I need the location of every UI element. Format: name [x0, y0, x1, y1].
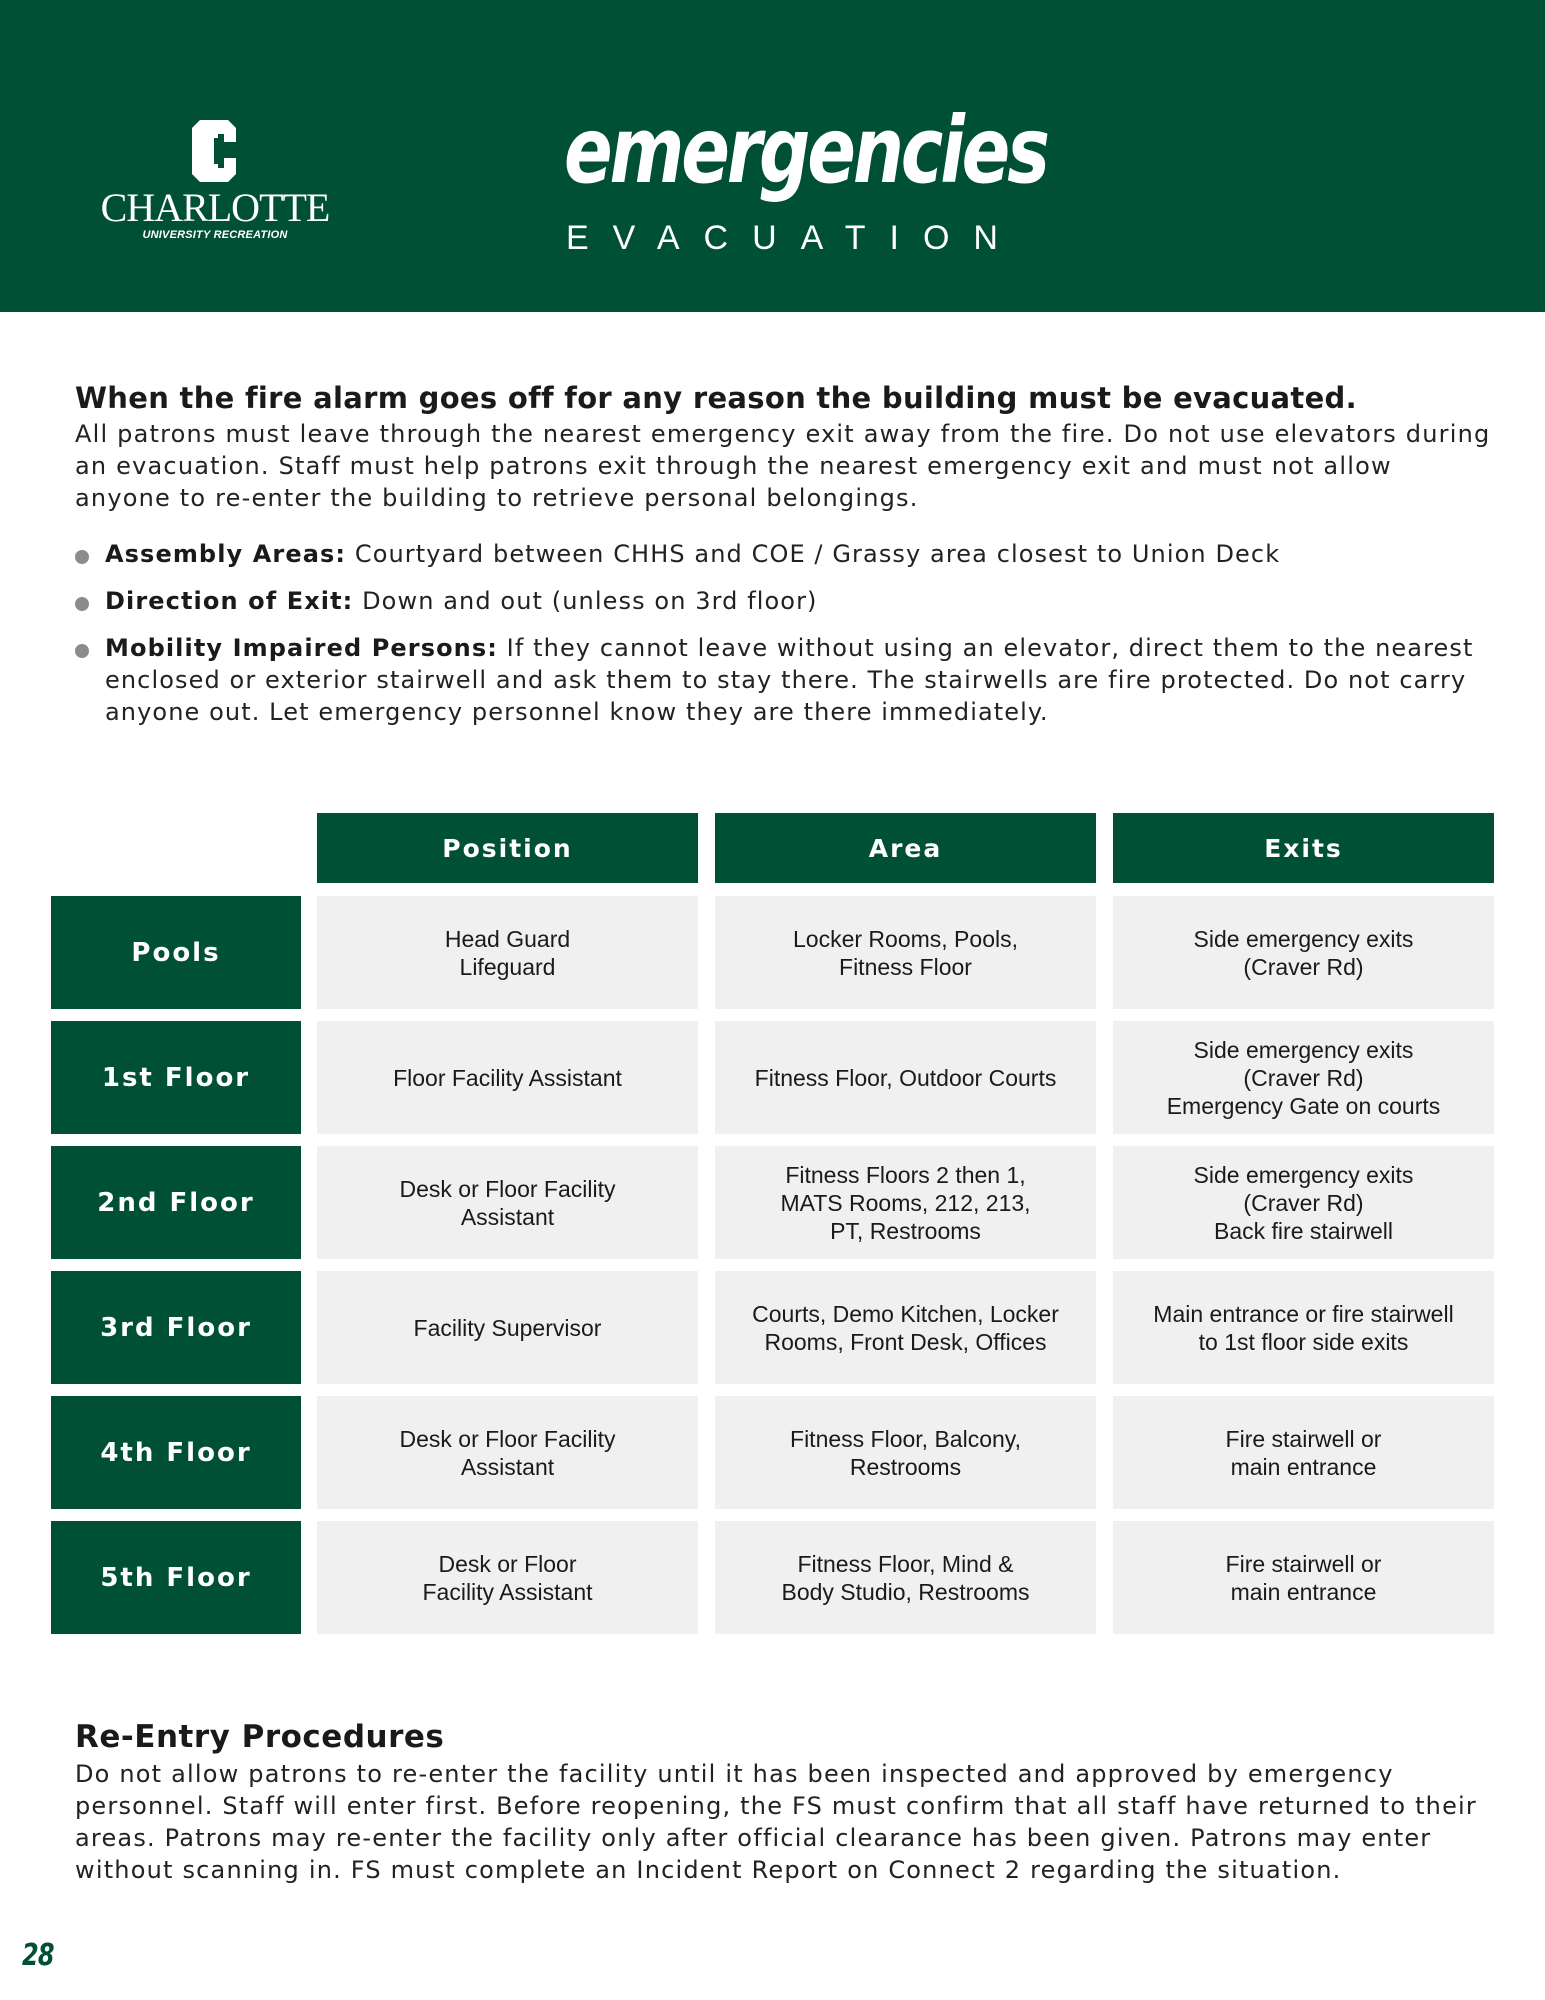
table-cell-exits: Main entrance or fire stairwell to 1st floor side exits — [1113, 1271, 1494, 1384]
page-subtitle: EVACUATION — [566, 219, 1022, 257]
bullet-label: Assembly Areas: — [105, 540, 347, 568]
logo-subtitle: UNIVERSITY RECREATION — [142, 229, 288, 241]
table-cell-position: Head Guard Lifeguard — [317, 896, 698, 1009]
row-header-2nd-floor: 2nd Floor — [51, 1146, 301, 1259]
table-cell-position: Desk or Floor Facility Assistant — [317, 1146, 698, 1259]
logo-wordmark: CHARLOTTE — [100, 185, 330, 230]
row-header-4th-floor: 4th Floor — [51, 1396, 301, 1509]
intro-body: All patrons must leave through the nearest emergency exit away from the fire. Do not use elevators during an evacuation. Staff must help patrons exit through the nearest emergency exit and must not allow anyone to re-enter the building to retrieve personal belongings. — [75, 420, 1491, 512]
reentry-section — [75, 1716, 1495, 1886]
table-cell-position: Floor Facility Assistant — [317, 1021, 698, 1134]
bullet-text: Courtyard between CHHS and COE / Grassy area closest to Union Deck — [346, 540, 1281, 568]
charlotte-logo — [100, 118, 330, 242]
row-header-5th-floor: 5th Floor — [51, 1521, 301, 1634]
bullet-direction-of-exit — [75, 585, 1495, 617]
charlotte-c-logo-icon — [188, 118, 242, 184]
bullet-dot-icon — [75, 597, 89, 611]
table-cell-area: Courts, Demo Kitchen, Locker Rooms, Front Desk, Offices — [715, 1271, 1096, 1384]
intro-section — [75, 378, 1495, 514]
table-cell-exits: Fire stairwell or main entrance — [1113, 1521, 1494, 1634]
table-cell-area: Fitness Floor, Balcony, Restrooms — [715, 1396, 1096, 1509]
row-header-3rd-floor: 3rd Floor — [51, 1271, 301, 1384]
row-header-pools: Pools — [51, 896, 301, 1009]
reentry-body: Do not allow patrons to re-enter the facility until it has been inspected and approved by emergency personnel. Staff will enter first. Before reopening, the FS must confirm that all staff have returned to their areas. Patrons may re-enter the facility only after official clearance has been given. Patrons may enter without scanning in. FS must complete an Incident Report on Connect 2 regarding the situation. — [75, 1760, 1477, 1884]
reentry-heading: Re-Entry Procedures — [75, 1719, 445, 1755]
table-cell-exits: Side emergency exits (Craver Rd) — [1113, 896, 1494, 1009]
table-cell-area: Fitness Floor, Mind & Body Studio, Restrooms — [715, 1521, 1096, 1634]
bullet-dot-icon — [75, 550, 89, 564]
bullet-label: Mobility Impaired Persons: — [105, 634, 498, 662]
table-cell-position: Desk or Floor Facility Assistant — [317, 1396, 698, 1509]
page-header — [0, 0, 1545, 312]
bullet-dot-icon — [75, 644, 89, 658]
table-cell-area: Locker Rooms, Pools, Fitness Floor — [715, 896, 1096, 1009]
bullet-text: If they cannot leave without using an elevator, direct them to the nearest enclosed or exterior stairwell and ask them to stay there. The stairwells are fire protected. Do not carry anyone out. Let emergency personnel know they are there immediately. — [105, 634, 1474, 726]
bullet-list — [75, 538, 1495, 743]
column-header-position: Position — [317, 813, 698, 883]
page-title: emergencies — [564, 97, 1047, 204]
column-header-area: Area — [715, 813, 1096, 883]
table-cell-position: Desk or Floor Facility Assistant — [317, 1521, 698, 1634]
row-header-1st-floor: 1st Floor — [51, 1021, 301, 1134]
bullet-assembly-areas — [75, 538, 1495, 570]
column-header-exits: Exits — [1113, 813, 1494, 883]
table-cell-position: Facility Supervisor — [317, 1271, 698, 1384]
page-number: 28 — [22, 1938, 54, 1973]
bullet-text: Down and out (unless on 3rd floor) — [353, 587, 818, 615]
table-cell-exits: Fire stairwell or main entrance — [1113, 1396, 1494, 1509]
table-cell-area: Fitness Floors 2 then 1, MATS Rooms, 212, 213, PT, Restrooms — [715, 1146, 1096, 1259]
table-cell-exits: Side emergency exits (Craver Rd) Back fire stairwell — [1113, 1146, 1494, 1259]
table-cell-area: Fitness Floor, Outdoor Courts — [715, 1021, 1096, 1134]
table-cell-exits: Side emergency exits (Craver Rd) Emergency Gate on courts — [1113, 1021, 1494, 1134]
intro-heading: When the fire alarm goes off for any reason the building must be evacuated. — [75, 381, 1357, 415]
bullet-label: Direction of Exit: — [105, 587, 354, 615]
bullet-mobility-impaired — [75, 632, 1495, 728]
